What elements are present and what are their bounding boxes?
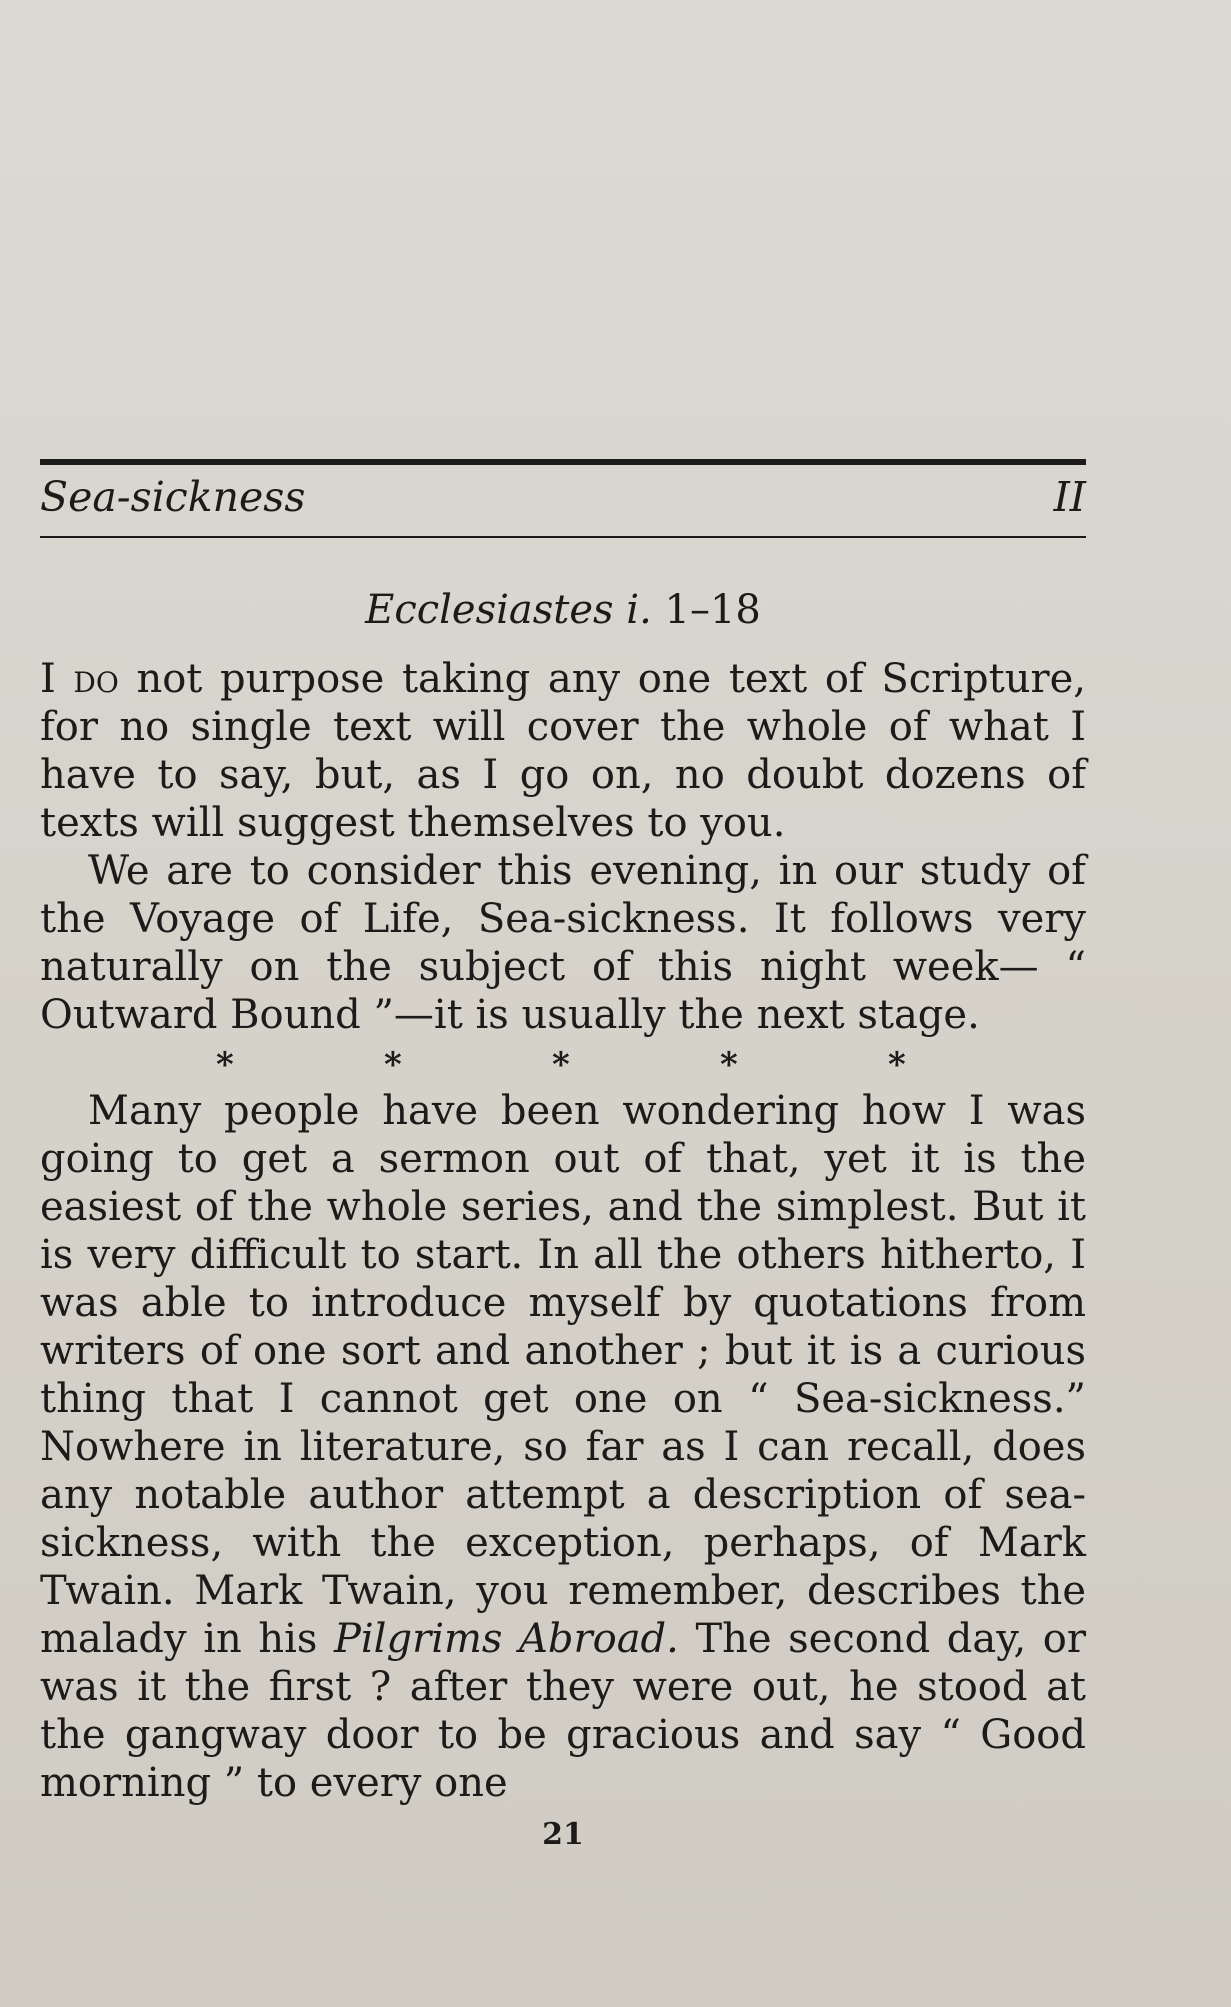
- paragraph-2: We are to consider this evening, in our study of the Voyage of Life, Sea-sickness. It follows very naturally on the subject of this night week— “ Outward Bound ”—it is usually the next stage.: [40, 848, 1086, 1038]
- header-rule-top: [40, 459, 1086, 465]
- scripture-reading: [40, 580, 1086, 640]
- section-break-star: *: [888, 1045, 906, 1085]
- paragraph-3: [40, 1087, 1086, 1807]
- section-break-star: *: [720, 1045, 738, 1085]
- section-break: [40, 1039, 1086, 1087]
- scripture-verses: 1–18: [664, 587, 761, 633]
- running-head-chapter: II: [1053, 473, 1086, 521]
- header-rule-bottom: [40, 536, 1086, 538]
- paragraph-1-text: not purpose taking any one text of Scripture, for no single text will cover the whole of what I have to say, but, as I go on, no doubt dozens of texts will suggest themselves to you.: [40, 656, 1086, 846]
- paragraph-1-smallcaps: do: [73, 656, 119, 702]
- scripture-book: Ecclesiastes i.: [365, 587, 652, 633]
- book-title-pilgrims-abroad: Pilgrims Abroad.: [333, 1616, 679, 1662]
- running-head-title: Sea-sickness: [40, 473, 306, 521]
- paragraph-1-initial: I: [40, 656, 74, 702]
- book-page: [40, 0, 1086, 2007]
- running-head: [40, 468, 1086, 526]
- paragraph-1: [40, 655, 1086, 847]
- section-break-star: *: [552, 1045, 570, 1085]
- paragraph-3-text: Many people have been wondering how I was going to get a sermon out of that, yet it is the easiest of the whole series, and the simplest. But it is very difficult to start. In all the others hitherto, I was able to introduce myself by quotations from writers of one sort and another ; but it is a curious thing that I cannot get one on “ Sea-sickness.” Nowhere in literature, so far as I can recall, does any notable author attempt a description of sea-sickness, with the exception, perhaps, of Mark Twain. Mark Twain, you remember, describes the malady in his: [40, 1088, 1086, 1662]
- body-text: [40, 655, 1086, 1807]
- section-break-star: *: [384, 1045, 402, 1085]
- page-number: 21: [542, 1817, 584, 1852]
- paragraph-3-continued: The second day, or was it the first ? after they were out, he stood at the gangway door to be gracious and say “ Good morning ” to every one: [40, 1616, 1086, 1806]
- section-break-star: *: [216, 1045, 234, 1085]
